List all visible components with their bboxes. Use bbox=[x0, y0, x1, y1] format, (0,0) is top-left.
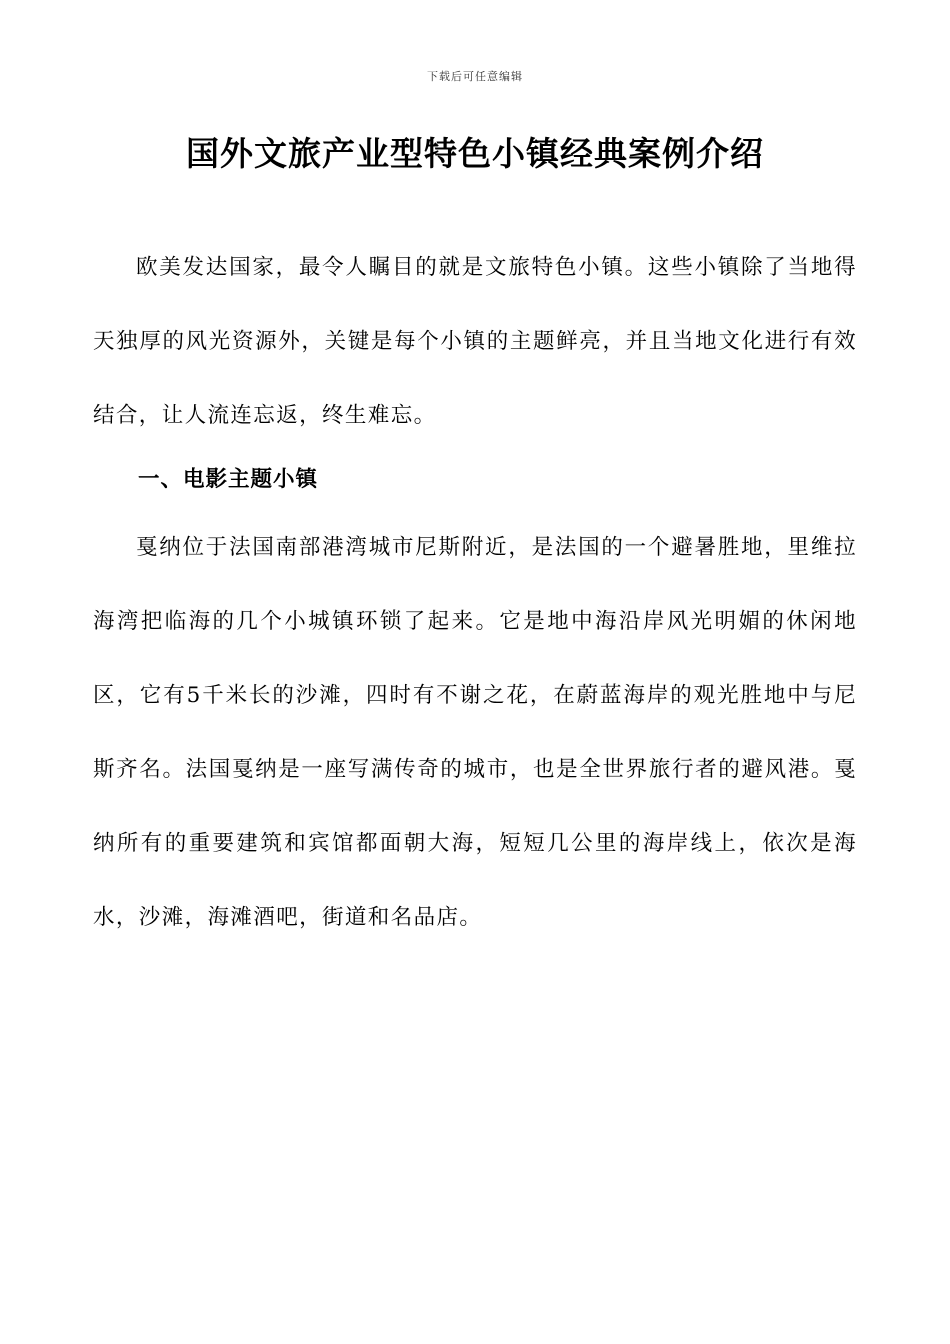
section-paragraph-cannes: 戛纳位于法国南部港湾城市尼斯附近，是法国的一个避暑胜地，里维拉海湾把临海的几个小城镇环锁了起来。它是地中海沿岸风光明媚的休闲地区，它有5千米长的沙滩，四时有不谢之花，在蔚蓝海岸的观光胜地中与尼斯齐名。法国戛纳是一座写满传奇的城市，也是全世界旅行者的避风港。戛纳所有的重要建筑和宾馆都面朝大海，短短几公里的海岸线上，依次是海水，沙滩，海滩酒吧，街道和名品店。 bbox=[93, 535, 857, 930]
section-heading-film-town: 一、电影主题小镇 bbox=[138, 467, 319, 492]
page-header-note: 下载后可任意编辑 bbox=[427, 70, 523, 83]
document-title: 国外文旅产业型特色小镇经典案例介绍 bbox=[186, 134, 764, 173]
intro-paragraph: 欧美发达国家，最令人瞩目的就是文旅特色小镇。这些小镇除了当地得天独厚的风光资源外，关键是每个小镇的主题鲜亮，并且当地文化进行有效结合，让人流连忘返，终生难忘。 bbox=[93, 255, 857, 428]
